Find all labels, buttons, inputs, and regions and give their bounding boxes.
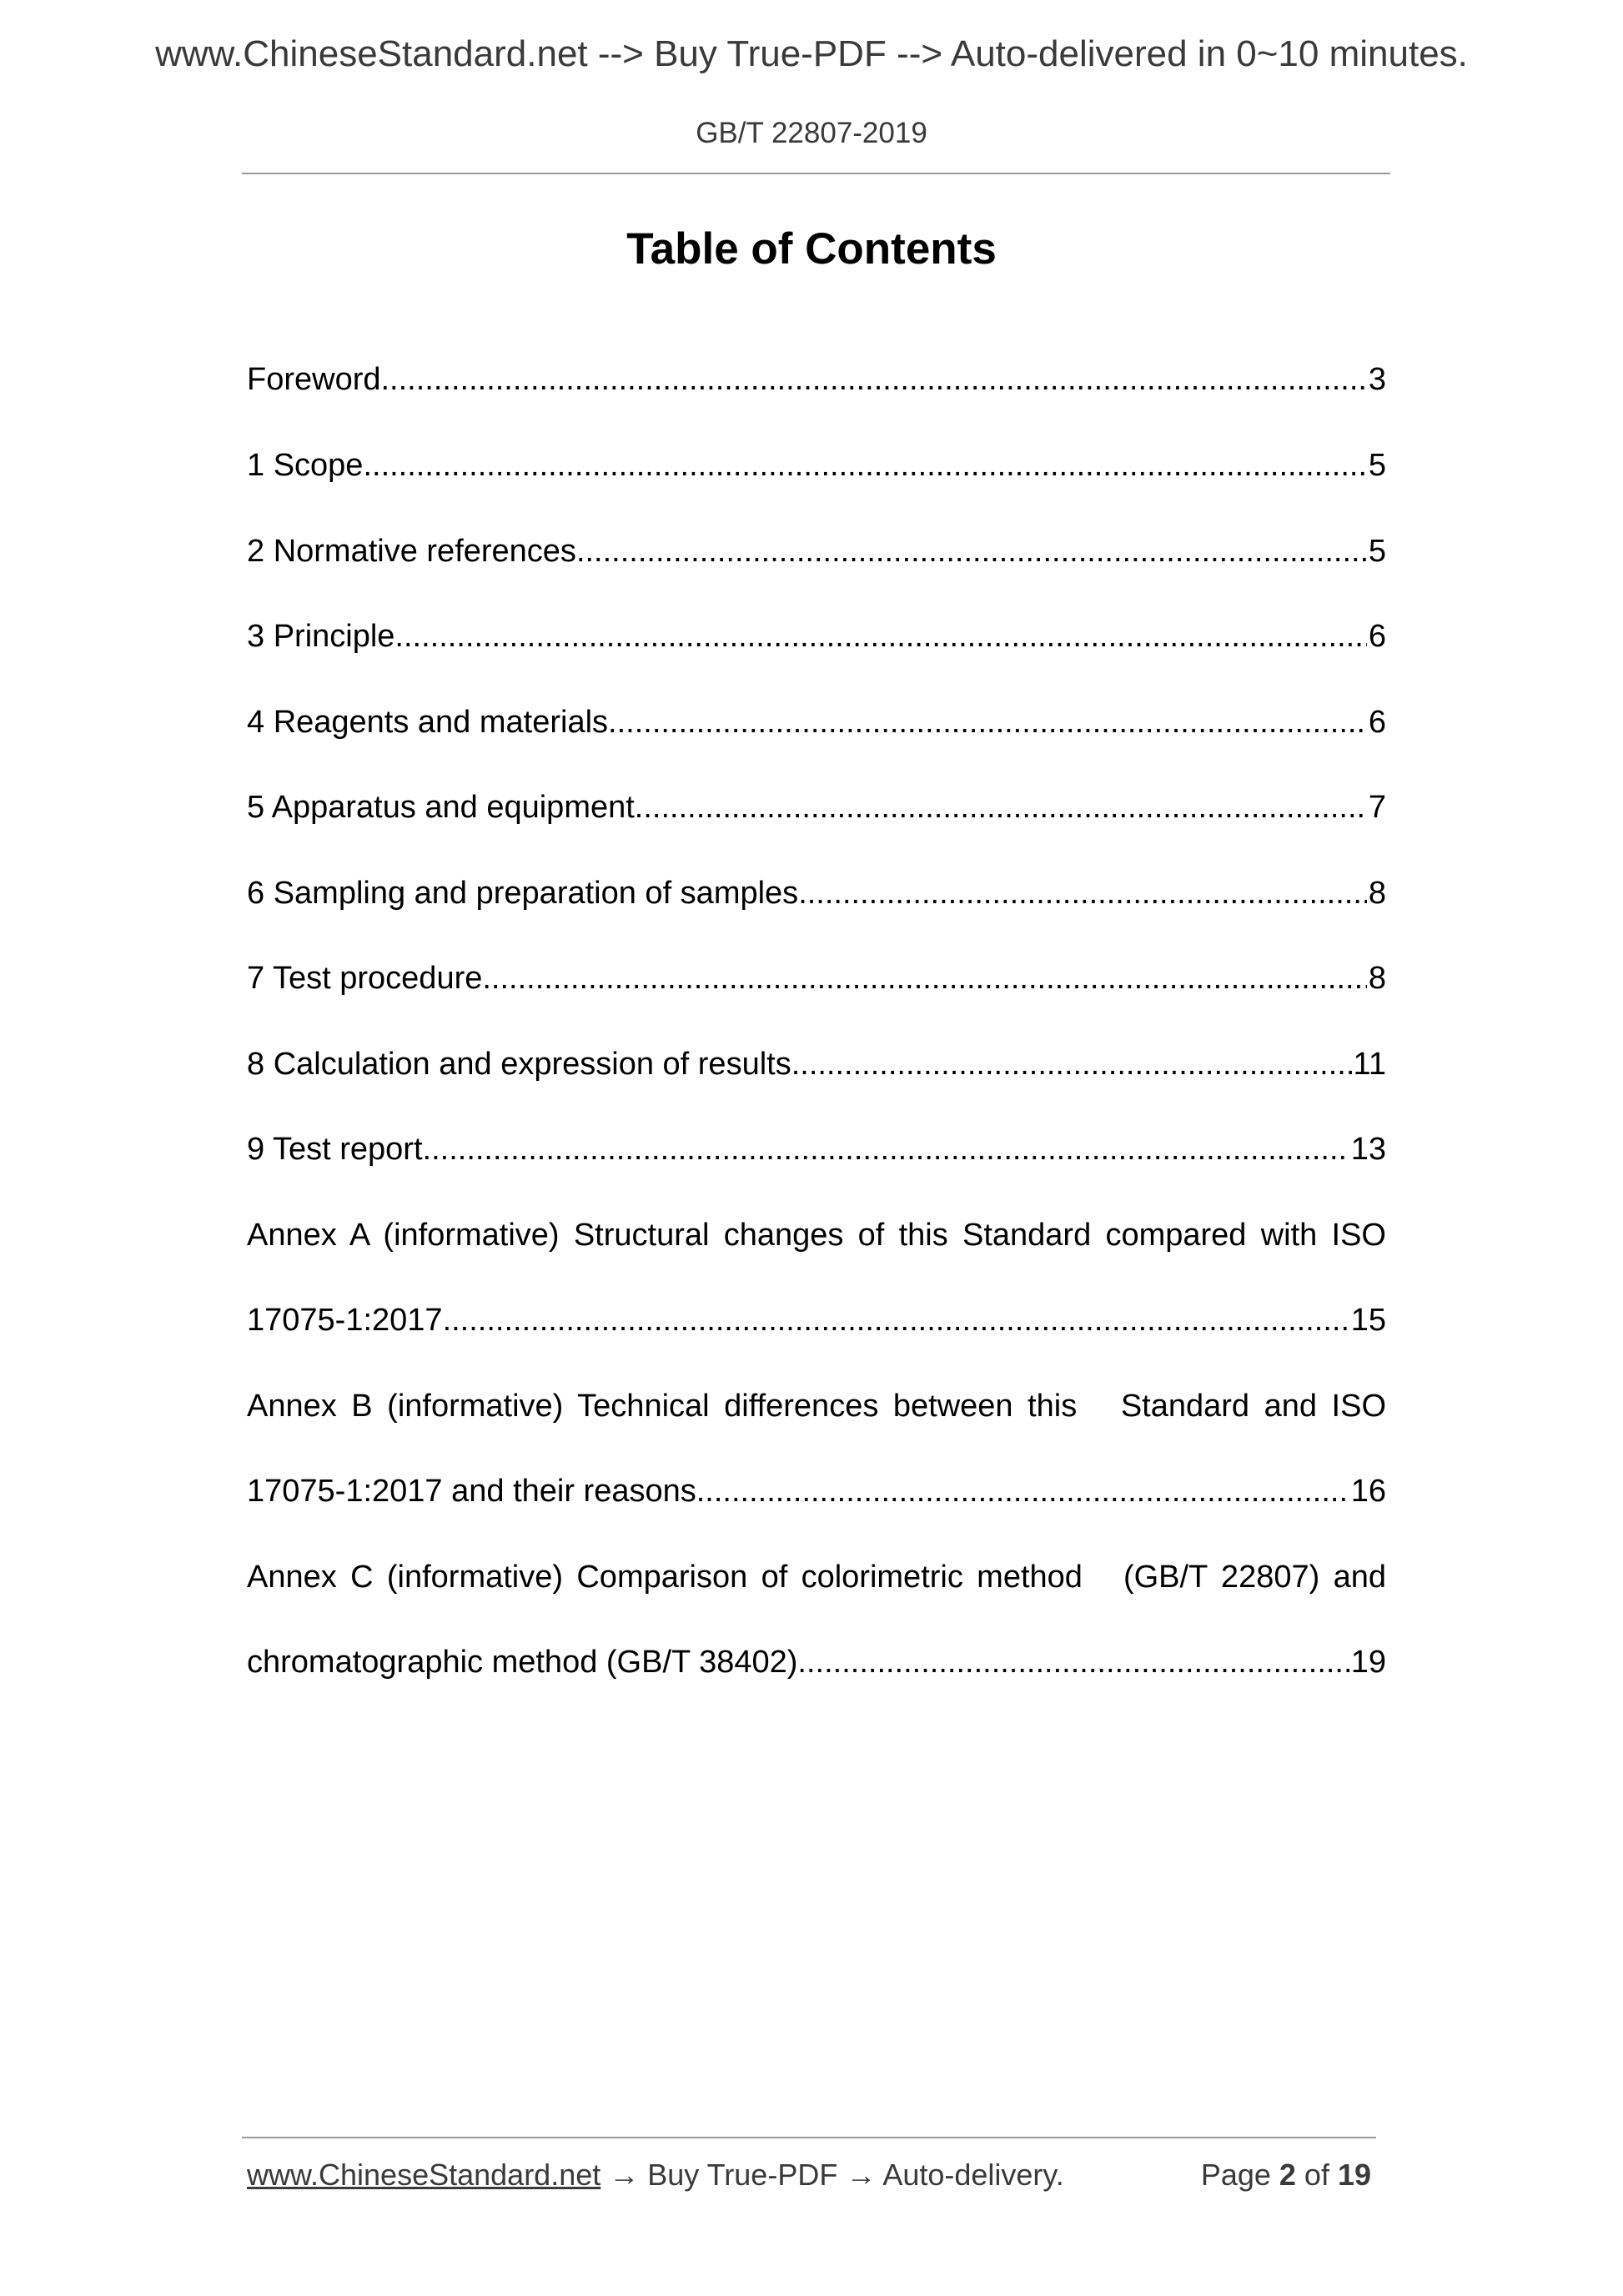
toc-entry-text: 17075-1:2017 — [247, 1303, 443, 1338]
toc-entry-annex-c-line2[interactable] — [247, 1637, 1386, 1687]
dot-leader — [482, 953, 1366, 1003]
toc-entry-page: 7 — [1368, 790, 1386, 825]
dot-leader — [696, 1466, 1349, 1516]
document-code: GB/T 22807-2019 — [696, 117, 927, 149]
dot-leader — [443, 1295, 1349, 1345]
footer-tagline: → Buy True-PDF → Auto-delivery. — [600, 2158, 1064, 2192]
toc-entry-scope[interactable] — [247, 440, 1386, 490]
toc-entry-foreword[interactable] — [247, 354, 1386, 404]
toc-entry-text: Annex C (informative) Comparison of colorimetric method (GB/T 22807) and — [247, 1560, 1386, 1595]
toc-entry-text: 8 Calculation and expression of results — [247, 1047, 791, 1082]
toc-entry-page: 5 — [1368, 448, 1386, 483]
toc-entry-page: 3 — [1368, 362, 1386, 397]
total-pages: 19 — [1337, 2158, 1371, 2192]
toc-entry-page: 6 — [1368, 705, 1386, 740]
dot-leader — [797, 1637, 1349, 1687]
current-page: 2 — [1279, 2158, 1296, 2192]
toc-entry-calculation[interactable] — [247, 1039, 1386, 1089]
dot-leader — [394, 611, 1366, 661]
dot-leader — [363, 440, 1366, 490]
toc-entry-text: Annex A (informative) Structural changes of this Standard compared with ISO — [247, 1218, 1386, 1253]
toc-entry-text: 1 Scope — [247, 448, 364, 483]
dot-leader — [608, 697, 1367, 747]
toc-entry-annex-b-line1[interactable] — [247, 1381, 1386, 1431]
page-label: Page — [1200, 2158, 1279, 2192]
toc-entry-sampling[interactable] — [247, 868, 1386, 918]
toc-entry-page: 16 — [1350, 1474, 1386, 1509]
header-divider — [242, 173, 1390, 174]
dot-leader — [576, 526, 1367, 576]
toc-entry-page: 8 — [1368, 876, 1386, 911]
toc-entry-page: 13 — [1350, 1132, 1386, 1167]
page-footer — [247, 2158, 1378, 2193]
dot-leader — [798, 868, 1367, 918]
dot-leader — [791, 1039, 1352, 1089]
toc-entry-annex-a-line1[interactable] — [247, 1210, 1386, 1260]
toc-entry-text: 7 Test procedure — [247, 961, 483, 996]
toc-entry-text: 9 Test report — [247, 1132, 423, 1167]
toc-entry-page: 8 — [1368, 961, 1386, 996]
page-indicator — [1201, 2158, 1371, 2193]
toc-entry-annex-b-line2[interactable] — [247, 1466, 1386, 1516]
toc-title: Table of Contents — [626, 224, 997, 274]
toc-entry-reagents[interactable] — [247, 697, 1386, 747]
toc-entry-text: 4 Reagents and materials — [247, 705, 609, 740]
toc-entry-page: 15 — [1350, 1303, 1386, 1338]
top-banner: www.ChineseStandard.net --> Buy True-PDF --> Auto-delivered in 0~10 minutes. — [155, 33, 1468, 74]
toc-entry-text: 2 Normative references — [247, 534, 576, 569]
toc-entry-page: 11 — [1353, 1047, 1386, 1082]
toc-entry-apparatus[interactable] — [247, 782, 1386, 832]
toc-entry-text: Annex B (informative) Technical differences between this Standard and ISO — [247, 1389, 1386, 1424]
toc-entry-text: 17075-1:2017 and their reasons — [247, 1474, 696, 1509]
toc-entry-text: 3 Principle — [247, 619, 395, 654]
dot-leader — [423, 1124, 1349, 1174]
page-of: of — [1295, 2158, 1338, 2192]
toc-entry-page: 5 — [1368, 534, 1386, 569]
toc-entry-text: chromatographic method (GB/T 38402) — [247, 1645, 798, 1680]
toc-entry-annex-a-line2[interactable] — [247, 1295, 1386, 1345]
toc-entry-page: 19 — [1350, 1645, 1386, 1680]
toc-entry-text: Foreword — [247, 362, 381, 397]
toc-entry-principle[interactable] — [247, 611, 1386, 661]
toc-entry-page: 6 — [1368, 619, 1386, 654]
footer-divider — [242, 2137, 1376, 2138]
toc-entry-annex-c-line1[interactable] — [247, 1552, 1386, 1602]
toc-entry-text: 6 Sampling and preparation of samples — [247, 876, 799, 911]
toc-entry-normative-references[interactable] — [247, 526, 1386, 576]
toc-entry-test-procedure[interactable] — [247, 953, 1386, 1003]
toc-entry-test-report[interactable] — [247, 1124, 1386, 1174]
toc-entry-text: 5 Apparatus and equipment — [247, 790, 635, 825]
dot-leader — [635, 782, 1367, 832]
footer-site-link[interactable]: www.ChineseStandard.net — [247, 2158, 601, 2192]
dot-leader — [381, 354, 1367, 404]
